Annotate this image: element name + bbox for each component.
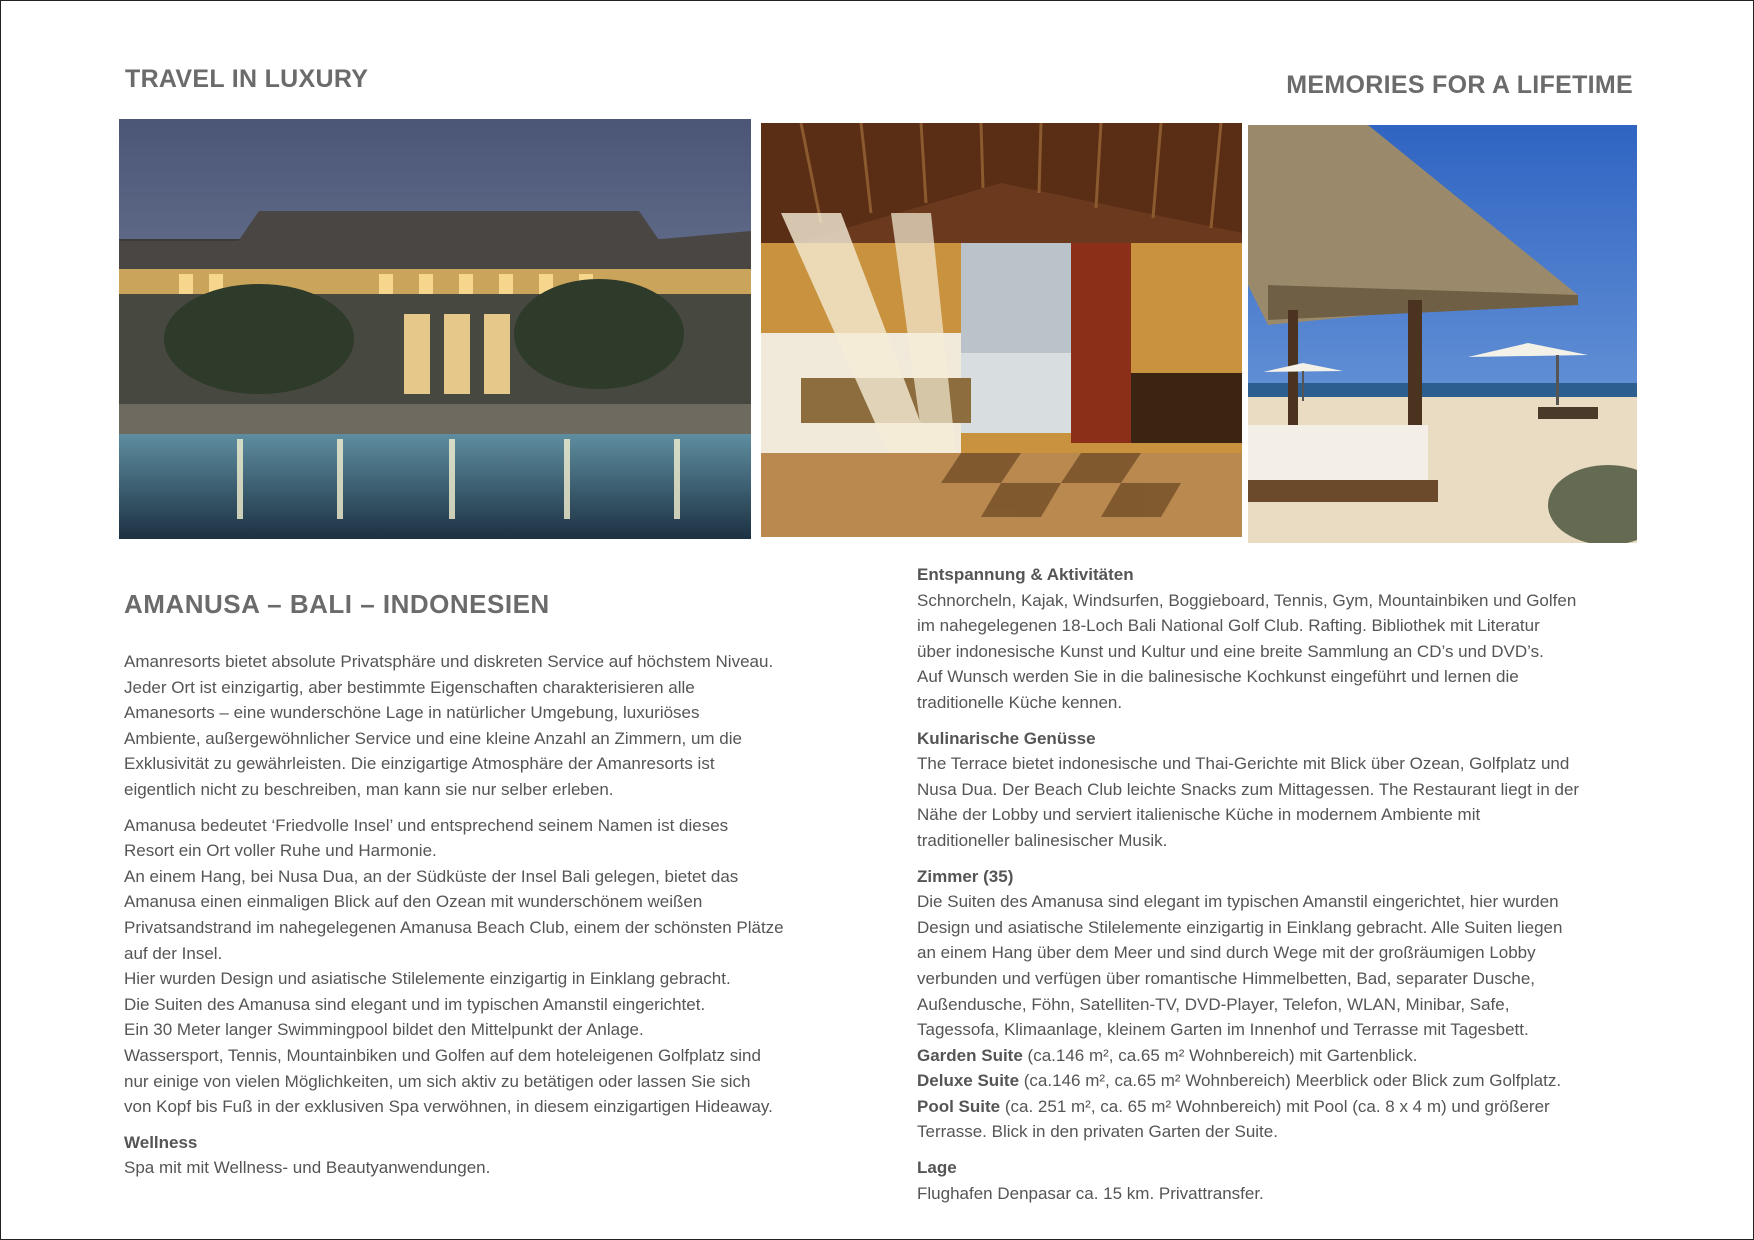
culinary-heading: Kulinarische Genüsse — [917, 728, 1096, 748]
suite-bedroom-photo — [761, 123, 1242, 537]
suite-text-deluxe: (ca.146 m², ca.65 m² Wohnbereich) Meerblick oder Blick zum Golfplatz. — [1019, 1071, 1562, 1091]
text-line: traditioneller balinesischer Musik. — [917, 830, 1168, 850]
text-line: Schnorcheln, Kajak, Windsurfen, Boggieboard, Tennis, Gym, Mountainbiken und Golfen — [917, 590, 1577, 610]
text-line: Jeder Ort ist einzigartig, aber bestimmte Eigenschaften charakterisieren alle — [124, 677, 695, 697]
text-line: Auf Wunsch werden Sie in die balinesische Kochkunst eingeführt und lernen die — [917, 667, 1519, 687]
suite-line-pool-cont: Terrasse. Blick in den privaten Garten der Suite. — [917, 1122, 1278, 1142]
text-line: Amanusa bedeutet ‘Friedvolle Insel’ und entsprechend seinem Namen ist dieses — [124, 815, 729, 835]
text-line: An einem Hang, bei Nusa Dua, an der Südküste der Insel Bali gelegen, bietet das — [124, 866, 739, 886]
text-line: über indonesische Kunst und Kultur und eine breite Sammlung an CD’s und DVD’s. — [917, 641, 1544, 661]
text-line: Privatsandstrand im nahegelegenen Amanusa Beach Club, einem der schönsten Plätze — [124, 917, 784, 937]
location-heading: Lage — [917, 1158, 957, 1178]
text-line: Tagessofa, Klimaanlage, kleinem Garten im Innenhof und Terrasse mit Tagesbett. — [917, 1020, 1529, 1040]
text-line: Ambiente, außergewöhnlicher Service und eine kleine Anzahl an Zimmern, um die — [124, 728, 742, 748]
suite-text-pool: (ca. 251 m², ca. 65 m² Wohnbereich) mit Pool (ca. 8 x 4 m) und größerer — [1000, 1096, 1550, 1116]
beach-pavilion-photo — [1248, 125, 1637, 543]
suite-name-deluxe: Deluxe Suite — [917, 1071, 1020, 1091]
text-line: von Kopf bis Fuß in der exklusiven Spa verwöhnen, in diesem einzigartigen Hideaway. — [124, 1097, 773, 1117]
header-left: TRAVEL IN LUXURY — [125, 65, 369, 93]
text-line: Außendusche, Föhn, Satelliten-TV, DVD-Player, Telefon, WLAN, Minibar, Safe, — [917, 994, 1510, 1014]
right-column — [917, 562, 1632, 1206]
header-right: MEMORIES FOR A LIFETIME — [1286, 71, 1633, 99]
suite-name-garden: Garden Suite — [917, 1045, 1023, 1065]
text-line: Ein 30 Meter langer Swimmingpool bildet den Mittelpunkt der Anlage. — [124, 1020, 644, 1040]
text-line: Hier wurden Design und asiatische Stilelemente einzigartig in Einklang gebracht. — [124, 969, 731, 989]
text-line: Exklusivität zu gewährleisten. Die einzigartige Atmosphäre der Amanresorts ist — [124, 754, 715, 774]
text-line: Resort ein Ort voller Ruhe und Harmonie. — [124, 841, 437, 861]
text-line: nur einige von vielen Möglichkeiten, um sich aktiv zu betätigen oder lassen Sie sich — [124, 1071, 751, 1091]
suite-line-deluxe — [917, 1068, 1632, 1094]
text-line: Amanesorts – eine wunderschöne Lage in natürlicher Umgebung, luxuriöses — [124, 703, 700, 723]
wellness-heading: Wellness — [124, 1132, 198, 1152]
resort-pool-photo — [119, 119, 751, 539]
wellness-text: Spa mit mit Wellness- und Beautyanwendungen. — [124, 1158, 491, 1178]
activities-heading: Entspannung & Aktivitäten — [917, 565, 1134, 584]
text-line: auf der Insel. — [124, 943, 223, 963]
text-line: Die Suiten des Amanusa sind elegant und im typischen Amanstil eingerichtet. — [124, 994, 706, 1014]
text-line: Design und asiatische Stilelemente einzigartig in Einklang gebracht. Alle Suiten liegen — [917, 917, 1563, 937]
left-column — [124, 649, 824, 1181]
suite-text-garden: (ca.146 m², ca.65 m² Wohnbereich) mit Gartenblick. — [1022, 1045, 1418, 1065]
text-line: Amanresorts bietet absolute Privatsphäre und diskreten Service auf höchstem Niveau. — [124, 652, 774, 671]
text-line: Nusa Dua. Der Beach Club leichte Snacks zum Mittagessen. The Restaurant liegt in der — [917, 779, 1580, 799]
text-line: The Terrace bietet indonesische und Thai-Gerichte mit Blick über Ozean, Golfplatz und — [917, 754, 1570, 774]
text-line: Nähe der Lobby und serviert italienische Küche in modernem Ambiente mit — [917, 805, 1481, 825]
text-line: eigentlich nicht zu beschreiben, man kann sie nur selber erleben. — [124, 779, 614, 799]
suite-line-pool — [917, 1094, 1632, 1120]
text-line: verbunden und verfügen über romantische Himmelbetten, Bad, separater Dusche, — [917, 968, 1536, 988]
text-line: Wassersport, Tennis, Mountainbiken und Golfen auf dem hoteleigenen Golfplatz sind — [124, 1045, 761, 1065]
text-line: traditionelle Küche kennen. — [917, 692, 1123, 712]
text-line: Die Suiten des Amanusa sind elegant im typischen Amanstil eingerichtet, hier wurden — [917, 892, 1559, 912]
text-line: im nahegelegenen 18-Loch Bali National Golf Club. Rafting. Bibliothek mit Literatur — [917, 616, 1540, 636]
text-line: Amanusa einen einmaligen Blick auf den Ozean mit wunderschönem weißen — [124, 892, 703, 912]
page-title: AMANUSA – BALI – INDONESIEN — [124, 589, 550, 619]
suite-name-pool: Pool Suite — [917, 1096, 1001, 1116]
location-text: Flughafen Denpasar ca. 15 km. Privattransfer. — [917, 1183, 1264, 1203]
text-line: an einem Hang über dem Meer und sind durch Wege mit der großräumigen Lobby — [917, 943, 1536, 963]
rooms-heading: Zimmer (35) — [917, 866, 1014, 886]
suite-line-garden — [917, 1043, 1632, 1069]
